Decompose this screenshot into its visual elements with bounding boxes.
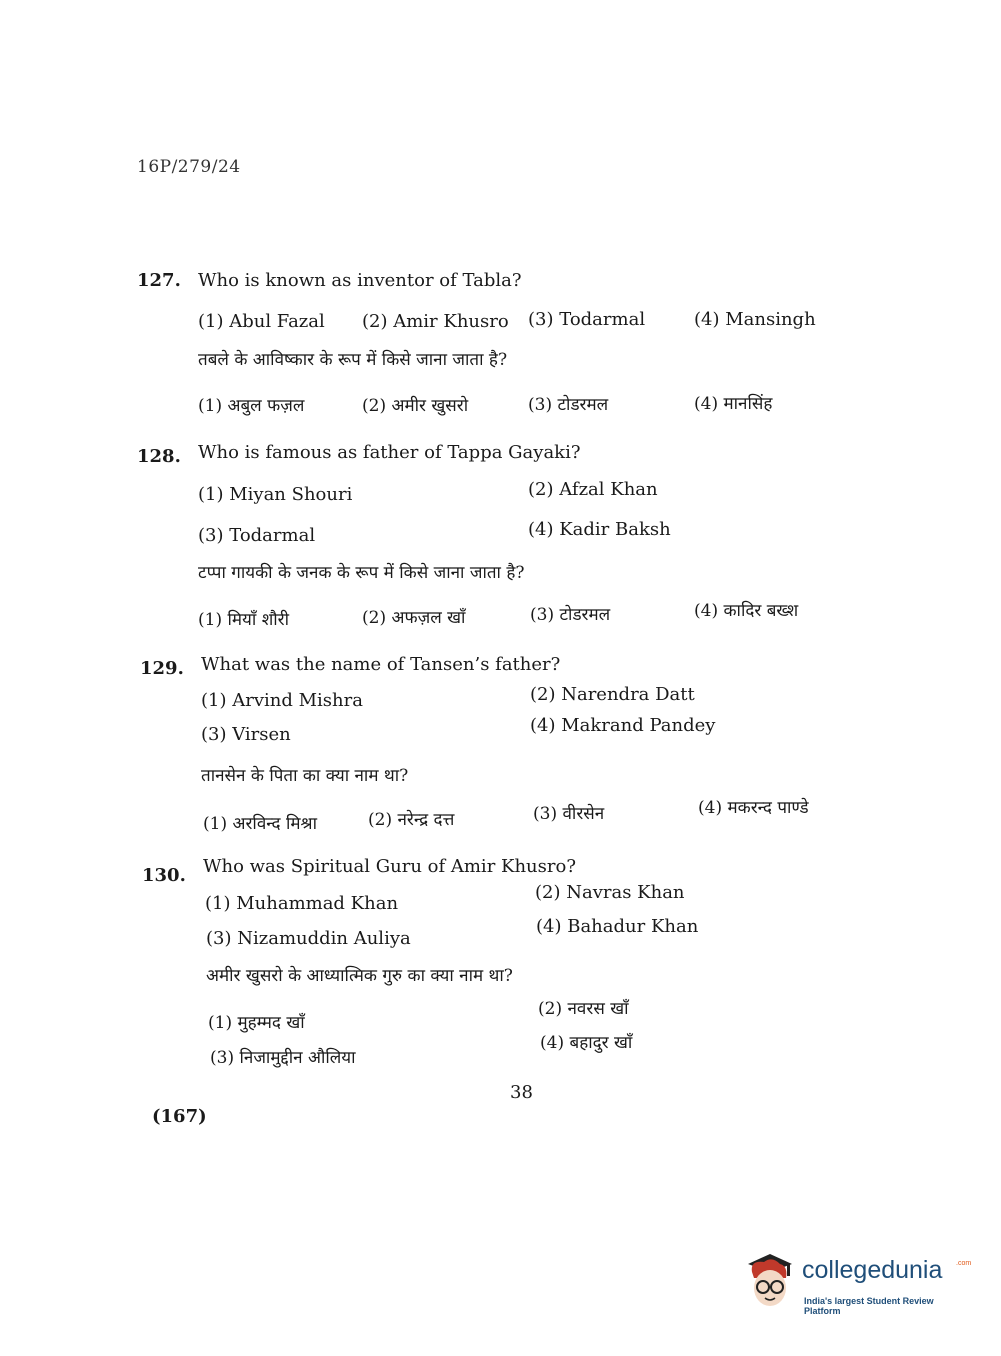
brand-name: collegedunia	[802, 1256, 943, 1284]
question-number: 127.	[137, 270, 181, 291]
option-hi-2: (2) नवरस खाँ	[538, 999, 629, 1019]
option-hi-1: (1) अरविन्द मिश्रा	[203, 814, 317, 834]
booklet-code: (167)	[152, 1106, 207, 1127]
option-en-3: (3) Todarmal	[528, 309, 646, 330]
question-number: 129.	[140, 658, 184, 679]
option-en-1: (1) Abul Fazal	[198, 311, 325, 332]
collegedunia-watermark	[742, 1250, 972, 1316]
option-en-2: (2) Navras Khan	[535, 882, 685, 903]
option-en-3: (3) Virsen	[201, 724, 291, 745]
question-number: 130.	[142, 865, 186, 886]
question-text-en: Who is famous as father of Tappa Gayaki?	[198, 442, 581, 463]
question-text-en: What was the name of Tansen’s father?	[201, 654, 561, 675]
mascot-icon	[742, 1250, 798, 1312]
option-en-4: (4) Bahadur Khan	[536, 916, 699, 937]
option-hi-3: (3) वीरसेन	[533, 804, 605, 824]
option-en-3: (3) Todarmal	[198, 525, 316, 546]
option-en-1: (1) Miyan Shouri	[198, 484, 353, 505]
option-en-2: (2) Amir Khusro	[362, 311, 509, 332]
question-text-hi: तबले के आविष्कार के रूप में किसे जाना जाता है?	[198, 350, 508, 370]
option-en-1: (1) Arvind Mishra	[201, 690, 363, 711]
option-en-3: (3) Nizamuddin Auliya	[206, 928, 411, 949]
option-en-2: (2) Afzal Khan	[528, 479, 658, 500]
option-hi-4: (4) कादिर बख्श	[694, 601, 799, 621]
brand-suffix: .com	[956, 1260, 972, 1267]
question-text-hi: टप्पा गायकी के जनक के रूप में किसे जाना जाता है?	[198, 563, 525, 583]
option-en-2: (2) Narendra Datt	[530, 684, 695, 705]
option-hi-2: (2) नरेन्द्र दत्त	[368, 810, 455, 830]
option-hi-4: (4) मानसिंह	[694, 394, 773, 414]
question-text-hi: अमीर खुसरो के आध्यात्मिक गुरु का क्या नाम था?	[206, 966, 513, 986]
question-text-en: Who was Spiritual Guru of Amir Khusro?	[203, 856, 576, 877]
brand-tagline: India's largest Student Review Platform	[804, 1296, 934, 1316]
option-en-1: (1) Muhammad Khan	[205, 893, 399, 914]
option-en-4: (4) Makrand Pandey	[530, 715, 716, 736]
option-hi-1: (1) मुहम्मद खाँ	[208, 1013, 305, 1033]
option-en-4: (4) Mansingh	[694, 309, 816, 330]
option-hi-3: (3) निजामुद्दीन औलिया	[210, 1048, 356, 1068]
option-hi-1: (1) मियाँ शौरी	[198, 610, 290, 630]
paper-code: 16P/279/24	[137, 157, 241, 177]
option-hi-4: (4) बहादुर खाँ	[540, 1033, 633, 1053]
option-hi-4: (4) मकरन्द पाण्डे	[698, 798, 809, 818]
option-en-4: (4) Kadir Baksh	[528, 519, 671, 540]
option-hi-3: (3) टोडरमल	[528, 395, 609, 415]
option-hi-3: (3) टोडरमल	[530, 605, 611, 625]
question-number: 128.	[137, 446, 181, 467]
option-hi-1: (1) अबुल फज़ल	[198, 396, 305, 416]
option-hi-2: (2) अफज़ल खाँ	[362, 608, 466, 628]
question-text-hi: तानसेन के पिता का क्या नाम था?	[201, 766, 409, 786]
question-text-en: Who is known as inventor of Tabla?	[198, 270, 522, 291]
option-hi-2: (2) अमीर खुसरो	[362, 396, 469, 416]
page-number: 38	[510, 1082, 533, 1103]
